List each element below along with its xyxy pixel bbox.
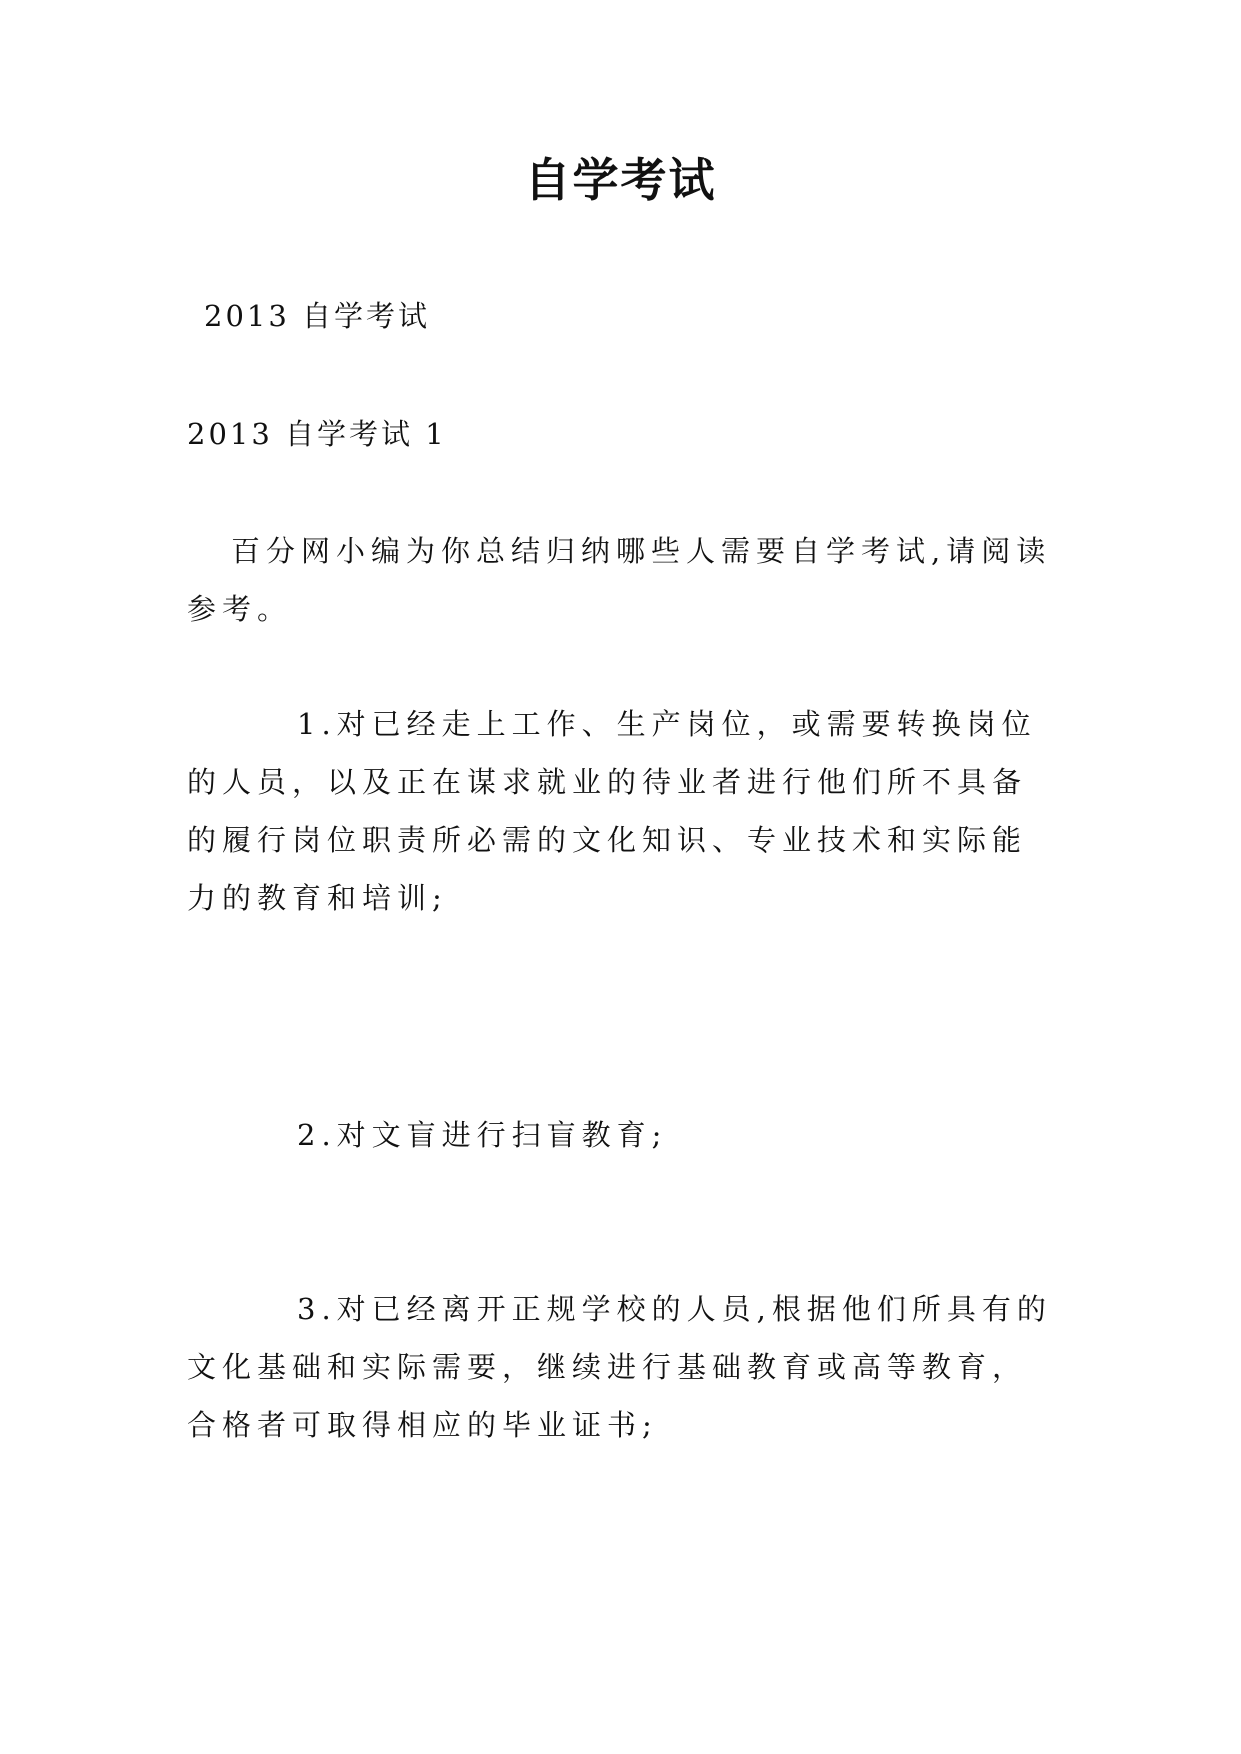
list-item-text-2: 2.对文盲进行扫盲教育; (297, 1118, 668, 1152)
list-item (187, 695, 1057, 927)
list-item-text-1: 1.对已经走上工作、生产岗位，或需要转换岗位的人员，以及正在谋求就业的待业者进行他们所不具备的履行岗位职责所必需的文化知识、专业技术和实际能力的教育和培训; (187, 707, 1037, 915)
list-item (187, 1280, 1057, 1454)
page-title: 自学考试 (524, 153, 717, 207)
section-heading: 2013 自学考试 1 (187, 417, 447, 451)
list-item (187, 1106, 1057, 1164)
list-item-text-3: 3.对已经离开正规学校的人员,根据他们所具有的文化基础和实际需要，继续进行基础教育或高等教育，合格者可取得相应的毕业证书; (187, 1292, 1052, 1442)
intro-paragraph (187, 522, 1057, 638)
subheading: 2013 自学考试 (204, 299, 431, 333)
intro-text: 百分网小编为你总结归纳哪些人需要自学考试,请阅读参考。 (187, 534, 1052, 626)
